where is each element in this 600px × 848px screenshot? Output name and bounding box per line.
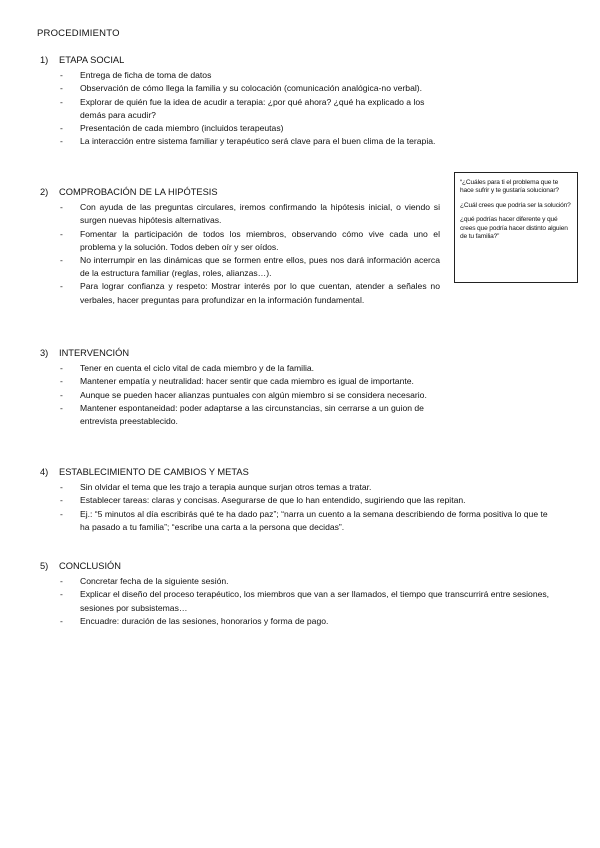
item-text: Ej.: “5 minutos al día escribirás qué te ha dado paz”; “narra un cuento a la semana describiendo de forma positiva lo que te ha pasado a tu familia”; “escribe una carta a la persona que decidas”.	[80, 508, 548, 532]
bullet-dash: -	[60, 482, 63, 493]
section-heading	[40, 560, 560, 573]
bullet-dash: -	[60, 589, 63, 600]
list-item	[40, 82, 446, 95]
item-text: Aunque se pueden hacer alianzas puntuales con algún miembro si se considera necesario.	[80, 389, 427, 400]
list-item	[40, 254, 440, 280]
list-item	[40, 375, 446, 388]
bullet-dash: -	[60, 495, 63, 506]
section-number: 3)	[40, 348, 49, 358]
item-list	[40, 575, 560, 628]
section-title: INTERVENCIÓN	[59, 348, 130, 358]
question-text: ¿Cuál crees que podría ser la solución?	[460, 201, 571, 209]
list-item	[40, 588, 560, 614]
section-number: 5)	[40, 561, 49, 571]
list-item	[40, 494, 548, 507]
list-item	[40, 280, 440, 306]
section-heading	[40, 54, 446, 67]
bullet-dash: -	[60, 83, 63, 94]
item-list	[40, 481, 548, 534]
item-text: Presentación de cada miembro (incluidos terapeutas)	[80, 123, 284, 134]
section-heading	[40, 347, 446, 360]
question-text: “¿Cuáles para ti el problema que te hace sufrir y te gustaría solucionar?	[460, 179, 559, 195]
list-item	[40, 615, 560, 628]
item-text: Fomentar la participación de todos los miembros, observando cómo vive cada uno el problema y la solución. Todos deben oír y ser oídos.	[80, 228, 440, 252]
item-text: Establecer tareas: claras y concisas. Asegurarse de que lo han entendido, sugiriendo que las repitan.	[80, 495, 466, 506]
item-text: Con ayuda de las preguntas circulares, iremos confirmando la hipótesis inicial, o viendo si surgen nuevas hipótesis alternativas.	[80, 202, 440, 226]
item-list	[40, 362, 446, 428]
bullet-dash: -	[60, 281, 63, 292]
list-item	[40, 96, 446, 122]
section-title: CONCLUSIÓN	[59, 561, 121, 571]
section-number: 1)	[40, 55, 49, 65]
item-text: La interacción entre sistema familiar y terapéutico será clave para el buen clima de la terapia.	[80, 136, 436, 147]
section-heading	[40, 466, 548, 479]
section-intervencion	[40, 347, 446, 428]
section-conclusion	[40, 560, 560, 628]
item-text: Explicar el diseño del proceso terapéutico, los miembros que van a ser llamados, el tiempo que transcurrirá entre sesiones, sesiones por subsistemas…	[80, 589, 550, 613]
bullet-dash: -	[60, 255, 63, 266]
list-item	[40, 201, 440, 227]
bullet-dash: -	[60, 363, 63, 374]
item-text: Observación de cómo llega la familia y su colocación (comunicación analógica-no verbal).	[80, 83, 423, 94]
list-item	[40, 135, 446, 148]
item-text: Explorar de quién fue la idea de acudir a terapia: ¿por qué ahora? ¿qué ha explicado a los demás para acudir?	[80, 96, 425, 120]
question-text: ¿qué podrías hacer diferente y qué crees que podría hacer distinto alguien de tu familia?”	[460, 216, 568, 241]
list-item	[40, 69, 446, 82]
bullet-dash: -	[60, 402, 63, 413]
item-text: Concretar fecha de la siguiente sesión.	[80, 576, 229, 587]
list-item	[40, 362, 446, 375]
section-number: 2)	[40, 187, 49, 197]
section-etapa-social	[40, 54, 446, 148]
list-item	[40, 575, 560, 588]
item-text: Entrega de ficha de toma de datos	[80, 70, 212, 81]
item-text: Encuadre: duración de las sesiones, honorarios y forma de pago.	[80, 615, 329, 626]
item-text: Tener en cuenta el ciclo vital de cada miembro y de la familia.	[80, 363, 315, 374]
item-list	[40, 69, 446, 148]
bullet-dash: -	[60, 389, 63, 400]
bullet-dash: -	[60, 96, 63, 107]
bullet-dash: -	[60, 615, 63, 626]
bullet-dash: -	[60, 376, 63, 387]
bullet-dash: -	[60, 576, 63, 587]
list-item	[40, 402, 446, 428]
item-text: Para lograr confianza y respeto: Mostrar interés por lo que cuentan, atender a señales no verbales, hacer preguntas para profundizar en la información fundamental.	[80, 281, 440, 305]
item-text: Mantener espontaneidad: poder adaptarse a las circunstancias, sin cerrarse a un guion de entrevista preestablecido.	[80, 402, 424, 427]
section-comprobacion-hipotesis	[40, 186, 440, 307]
item-text: Sin olvidar el tema que les trajo a terapia aunque surjan otros temas a tratar.	[80, 482, 372, 493]
list-item	[40, 508, 548, 534]
item-text: Mantener empatía y neutralidad: hacer sentir que cada miembro es igual de importante.	[80, 376, 414, 387]
section-heading	[40, 186, 440, 199]
section-title: ESTABLECIMIENTO DE CAMBIOS Y METAS	[59, 467, 249, 477]
bullet-dash: -	[60, 123, 63, 134]
list-item	[40, 389, 446, 402]
section-title: ETAPA SOCIAL	[59, 55, 125, 65]
list-item	[40, 228, 440, 254]
questions-box	[454, 172, 578, 283]
item-text: No interrumpir en las dinámicas que se formen entre ellos, pues nos dará información acerca de la estructura familiar (reglas, roles, alianzas…).	[80, 255, 440, 279]
item-list	[40, 201, 440, 307]
bullet-dash: -	[60, 508, 63, 519]
list-item	[40, 122, 446, 135]
bullet-dash: -	[60, 136, 63, 147]
bullet-dash: -	[60, 202, 63, 213]
document-title: PROCEDIMIENTO	[37, 28, 120, 39]
bullet-dash: -	[60, 70, 63, 81]
section-number: 4)	[40, 467, 49, 477]
section-title: COMPROBACIÓN DE LA HIPÓTESIS	[59, 187, 218, 197]
list-item	[40, 481, 548, 494]
bullet-dash: -	[60, 228, 63, 239]
section-cambios-metas	[40, 466, 548, 534]
